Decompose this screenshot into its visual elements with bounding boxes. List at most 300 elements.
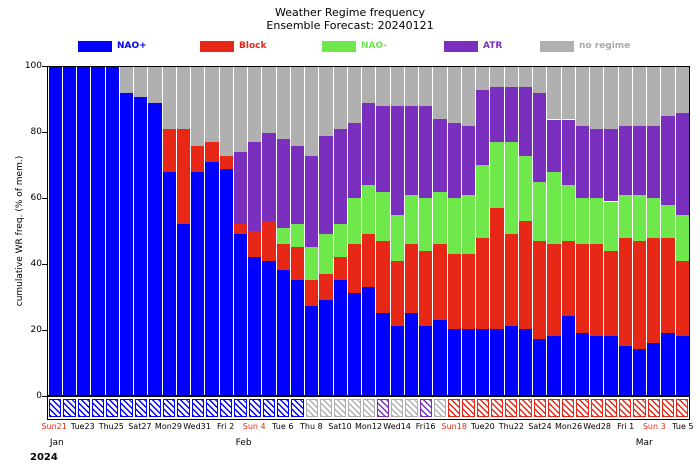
x-tick-label: Thu25 (98, 422, 124, 431)
bar-column (675, 67, 689, 395)
dominant-regime-cell (333, 397, 347, 419)
bar-segment (348, 67, 361, 123)
hatch-icon (306, 399, 318, 417)
dominant-regime-cell (476, 397, 490, 419)
bar-segment (405, 106, 418, 195)
bar-segment (448, 329, 461, 395)
bar-segment (619, 126, 632, 195)
x-tick-label: Wed14 (383, 422, 411, 431)
bar-segment (547, 67, 560, 119)
bar-segment (562, 120, 575, 186)
bar-segment (291, 146, 304, 225)
dominant-regime-cell (561, 397, 575, 419)
hatch-icon (633, 399, 645, 417)
x-tick-label: Sun21 (41, 422, 67, 431)
bar-segment (362, 287, 375, 395)
bar-column (248, 67, 262, 395)
hatch-icon (348, 399, 360, 417)
bar-segment (519, 221, 532, 329)
bar-segment (334, 280, 347, 395)
bar-segment (262, 221, 275, 260)
bar-segment (490, 67, 503, 87)
bar-column (419, 67, 433, 395)
bar-column (504, 67, 518, 395)
bar-segment (533, 241, 546, 339)
title-line-2: Ensemble Forecast: 20240121 (266, 19, 434, 32)
hatch-icon (320, 399, 332, 417)
bar-segment (405, 195, 418, 244)
bar-segment (576, 333, 589, 395)
bar-column (632, 67, 646, 395)
bar-segment (291, 224, 304, 247)
bar-segment (448, 198, 461, 254)
bar-column (433, 67, 447, 395)
bar-segment (277, 244, 290, 270)
hatch-icon (106, 399, 118, 417)
bar-segment (604, 336, 617, 395)
bar-segment (633, 241, 646, 349)
bar-column (290, 67, 304, 395)
bar-column (233, 67, 247, 395)
bar-segment (291, 67, 304, 146)
hatch-icon (548, 399, 560, 417)
bar-column (476, 67, 490, 395)
bar-segment (334, 257, 347, 280)
bar-segment (476, 329, 489, 395)
hatch-icon (334, 399, 346, 417)
bar-segment (362, 234, 375, 286)
bar-segment (576, 244, 589, 333)
hatch-icon (263, 399, 275, 417)
bar-segment (633, 126, 646, 195)
hatch-icon (277, 399, 289, 417)
bar-segment (661, 238, 674, 333)
bar-segment (576, 67, 589, 126)
bar-segment (547, 336, 560, 395)
bar-column (518, 67, 532, 395)
dominant-regime-cell (533, 397, 547, 419)
x-tick-label: Wed28 (583, 422, 611, 431)
x-tick-label: Sat24 (528, 422, 552, 431)
bar-segment (676, 215, 689, 261)
bar-segment (291, 247, 304, 280)
bar-segment (647, 67, 660, 126)
dominant-regime-cell (305, 397, 319, 419)
title-line-1: Weather Regime frequency (275, 6, 425, 19)
dominant-regime-cell (675, 397, 689, 419)
bar-segment (305, 247, 318, 280)
bar-segment (234, 234, 247, 395)
bar-segment (262, 133, 275, 222)
bar-segment (319, 274, 332, 300)
bar-segment (391, 215, 404, 261)
hatch-icon (462, 399, 474, 417)
hatch-icon (505, 399, 517, 417)
bar-segment (319, 67, 332, 136)
bar-column (191, 67, 205, 395)
bar-segment (319, 136, 332, 234)
bar-column (376, 67, 390, 395)
bar-segment (348, 244, 361, 293)
legend-item-no-regime (540, 38, 630, 54)
bar-segment (619, 238, 632, 346)
stacked-bars (48, 67, 689, 395)
dominant-regime-row (47, 396, 690, 420)
x-tick-label: Sat10 (328, 422, 352, 431)
x-tick-label: Thu 8 (300, 422, 323, 431)
bar-column (561, 67, 575, 395)
x-tick-label: Fri16 (415, 422, 436, 431)
bar-segment (220, 156, 233, 169)
legend-item-nao+ (78, 38, 147, 54)
bar-segment (305, 280, 318, 306)
bar-segment (448, 123, 461, 198)
bar-segment (505, 142, 518, 234)
bar-segment (547, 120, 560, 172)
dominant-regime-cell (219, 397, 233, 419)
dominant-regime-cell (134, 397, 148, 419)
bar-segment (576, 126, 589, 198)
bar-column (219, 67, 233, 395)
bar-segment (647, 198, 660, 237)
bar-segment (419, 67, 432, 106)
hatch-icon (534, 399, 546, 417)
bar-segment (604, 202, 617, 251)
hatch-icon (662, 399, 674, 417)
x-tick-label: Mon12 (354, 422, 383, 431)
dominant-regime-cell (618, 397, 632, 419)
dominant-regime-cell (490, 397, 504, 419)
bar-column (461, 67, 475, 395)
hatch-icon (448, 399, 460, 417)
bar-segment (490, 329, 503, 395)
bar-segment (191, 146, 204, 172)
dominant-regime-cell (376, 397, 390, 419)
bar-segment (604, 67, 617, 129)
bar-segment (519, 156, 532, 222)
bar-segment (205, 142, 218, 162)
bar-segment (647, 126, 660, 198)
bar-column (347, 67, 361, 395)
bar-segment (262, 67, 275, 133)
chart-legend (0, 38, 700, 54)
bar-segment (562, 316, 575, 395)
month-label: Feb (235, 438, 252, 448)
bar-segment (576, 198, 589, 244)
hatch-icon (192, 399, 204, 417)
hatch-icon (391, 399, 403, 417)
bar-segment (234, 152, 247, 224)
bar-column (647, 67, 661, 395)
bar-segment (647, 238, 660, 343)
bar-segment (305, 306, 318, 395)
dominant-regime-cell (119, 397, 133, 419)
bar-segment (448, 67, 461, 123)
bar-segment (433, 320, 446, 395)
month-label: Mar (635, 438, 653, 448)
bar-segment (533, 93, 546, 182)
dominant-regime-cell (62, 397, 76, 419)
dominant-regime-cell (290, 397, 304, 419)
bar-column (604, 67, 618, 395)
dominant-regime-cell (176, 397, 190, 419)
bar-segment (248, 67, 261, 142)
hatch-icon (234, 399, 246, 417)
bar-segment (547, 244, 560, 336)
x-tick-label: Tue 5 (672, 422, 694, 431)
bar-segment (277, 270, 290, 395)
bar-column (162, 67, 176, 395)
hatch-icon (220, 399, 232, 417)
dominant-regime-cell (404, 397, 418, 419)
bar-segment (305, 67, 318, 156)
hatch-icon (120, 399, 132, 417)
chart-title (0, 6, 700, 32)
bar-column (105, 67, 119, 395)
hatch-icon (291, 399, 303, 417)
bar-segment (362, 185, 375, 234)
bar-segment (476, 165, 489, 237)
hatch-icon (477, 399, 489, 417)
bar-segment (305, 156, 318, 248)
hatch-icon (491, 399, 503, 417)
bar-segment (319, 300, 332, 395)
bar-segment (376, 313, 389, 395)
bar-segment (291, 280, 304, 395)
bar-segment (476, 67, 489, 90)
x-tick-label: Sat27 (128, 422, 152, 431)
hatch-icon (177, 399, 189, 417)
bar-segment (391, 326, 404, 395)
bar-segment (106, 67, 119, 395)
hatch-icon (49, 399, 61, 417)
bar-column (148, 67, 162, 395)
bar-segment (505, 234, 518, 326)
bar-segment (448, 254, 461, 329)
bar-segment (220, 67, 233, 156)
dominant-regime-cell (233, 397, 247, 419)
bar-segment (205, 162, 218, 395)
legend-item-block (200, 38, 266, 54)
bar-segment (433, 244, 446, 319)
bar-segment (177, 224, 190, 395)
x-tick-label: Wed31 (183, 422, 211, 431)
dominant-regime-cell (632, 397, 646, 419)
bar-column (262, 67, 276, 395)
bar-segment (63, 67, 76, 395)
bar-segment (476, 90, 489, 165)
bar-column (48, 67, 62, 395)
dominant-regime-cell (461, 397, 475, 419)
legend-swatch-icon (78, 41, 112, 52)
bar-column (205, 67, 219, 395)
bar-segment (533, 182, 546, 241)
dominant-regime-cell (276, 397, 290, 419)
bar-segment (633, 195, 646, 241)
dominant-regime-cell (262, 397, 276, 419)
bar-segment (590, 336, 603, 395)
hatch-icon (405, 399, 417, 417)
y-axis-label: cumulative WR freq. (% of mem.) (15, 155, 25, 307)
bar-segment (49, 67, 62, 395)
bar-segment (590, 198, 603, 244)
bar-segment (419, 198, 432, 250)
bar-segment (433, 192, 446, 244)
dominant-regime-cell (447, 397, 461, 419)
bar-segment (462, 254, 475, 329)
bar-column (590, 67, 604, 395)
bar-column (533, 67, 547, 395)
bar-column (404, 67, 418, 395)
dominant-regime-cell (575, 397, 589, 419)
x-tick-label: Thu22 (498, 422, 524, 431)
bar-segment (191, 172, 204, 395)
y-axis-label-wrap (8, 66, 25, 396)
bar-segment (590, 244, 603, 336)
x-tick-label: Mon26 (555, 422, 583, 431)
legend-swatch-icon (322, 41, 356, 52)
bar-segment (619, 346, 632, 395)
bar-segment (277, 67, 290, 139)
bar-segment (490, 142, 503, 208)
hatch-icon (576, 399, 588, 417)
hatch-icon (434, 399, 446, 417)
hatch-icon (249, 399, 261, 417)
legend-label: NAO- (361, 41, 388, 51)
bar-segment (633, 349, 646, 395)
bar-column (618, 67, 632, 395)
bar-column (62, 67, 76, 395)
bar-segment (462, 126, 475, 195)
bar-segment (391, 67, 404, 106)
bar-segment (490, 208, 503, 329)
bar-segment (277, 139, 290, 228)
dominant-regime-cell (191, 397, 205, 419)
bar-segment (433, 67, 446, 119)
bar-segment (234, 67, 247, 152)
hatch-icon (676, 399, 688, 417)
hatch-icon (648, 399, 660, 417)
bar-segment (120, 93, 133, 395)
x-tick-label: Fri 2 (217, 422, 235, 431)
dominant-regime-cell (105, 397, 119, 419)
dominant-regime-cell (162, 397, 176, 419)
bar-segment (334, 224, 347, 257)
hatch-icon (149, 399, 161, 417)
bar-segment (376, 106, 389, 191)
bar-segment (77, 67, 90, 395)
bar-segment (519, 329, 532, 395)
bar-column (447, 67, 461, 395)
bar-column (305, 67, 319, 395)
bar-segment (547, 172, 560, 244)
bar-segment (590, 67, 603, 129)
dominant-regime-cell (647, 397, 661, 419)
legend-label: NAO+ (117, 41, 147, 51)
bar-segment (134, 67, 147, 97)
bar-segment (262, 261, 275, 395)
bar-segment (661, 116, 674, 205)
bar-segment (163, 172, 176, 395)
dominant-regime-cell (547, 397, 561, 419)
bar-segment (419, 326, 432, 395)
bar-column (547, 67, 561, 395)
hatch-icon (78, 399, 90, 417)
bar-segment (661, 333, 674, 395)
hatch-icon (92, 399, 104, 417)
bar-segment (433, 119, 446, 191)
bar-segment (562, 67, 575, 119)
bar-segment (234, 224, 247, 234)
dominant-regime-cell (205, 397, 219, 419)
hatch-icon (619, 399, 631, 417)
bar-segment (376, 241, 389, 313)
y-tick-label: 60 (30, 193, 42, 203)
plot-area (47, 66, 690, 396)
bar-column (575, 67, 589, 395)
y-tick-label: 40 (30, 259, 42, 269)
bar-segment (462, 195, 475, 254)
bar-segment (205, 67, 218, 142)
bar-segment (348, 123, 361, 198)
y-tick-label: 0 (36, 391, 42, 401)
bar-segment (334, 129, 347, 224)
legend-swatch-icon (540, 41, 574, 52)
bar-segment (163, 67, 176, 129)
bar-column (319, 67, 333, 395)
bar-segment (676, 261, 689, 336)
x-tick-label: Fri 1 (617, 422, 635, 431)
bar-column (77, 67, 91, 395)
bar-segment (120, 67, 133, 93)
bar-segment (676, 67, 689, 113)
bar-column (390, 67, 404, 395)
x-axis-month-labels (47, 438, 690, 464)
hatch-icon (135, 399, 147, 417)
bar-segment (376, 192, 389, 241)
bar-segment (148, 103, 161, 395)
bar-segment (405, 67, 418, 106)
legend-item-nao- (322, 38, 387, 54)
bar-segment (633, 67, 646, 126)
bar-segment (177, 67, 190, 129)
bar-segment (490, 87, 503, 143)
bar-segment (619, 195, 632, 238)
bar-segment (248, 142, 261, 231)
bar-segment (248, 257, 261, 395)
bar-column (362, 67, 376, 395)
bar-segment (391, 106, 404, 214)
x-tick-label: Sun18 (441, 422, 467, 431)
bar-column (134, 67, 148, 395)
bar-segment (362, 67, 375, 103)
dominant-regime-cell (504, 397, 518, 419)
bar-segment (248, 231, 261, 257)
hatch-icon (206, 399, 218, 417)
hatch-icon (591, 399, 603, 417)
bar-segment (533, 67, 546, 93)
bar-segment (319, 234, 332, 273)
x-tick-label: Tue23 (70, 422, 95, 431)
bar-column (176, 67, 190, 395)
dominant-regime-cell (248, 397, 262, 419)
y-tick-label: 100 (24, 61, 42, 71)
bar-segment (334, 67, 347, 129)
bar-segment (505, 87, 518, 143)
bar-segment (191, 67, 204, 146)
bar-segment (177, 129, 190, 224)
dominant-regime-cell (91, 397, 105, 419)
